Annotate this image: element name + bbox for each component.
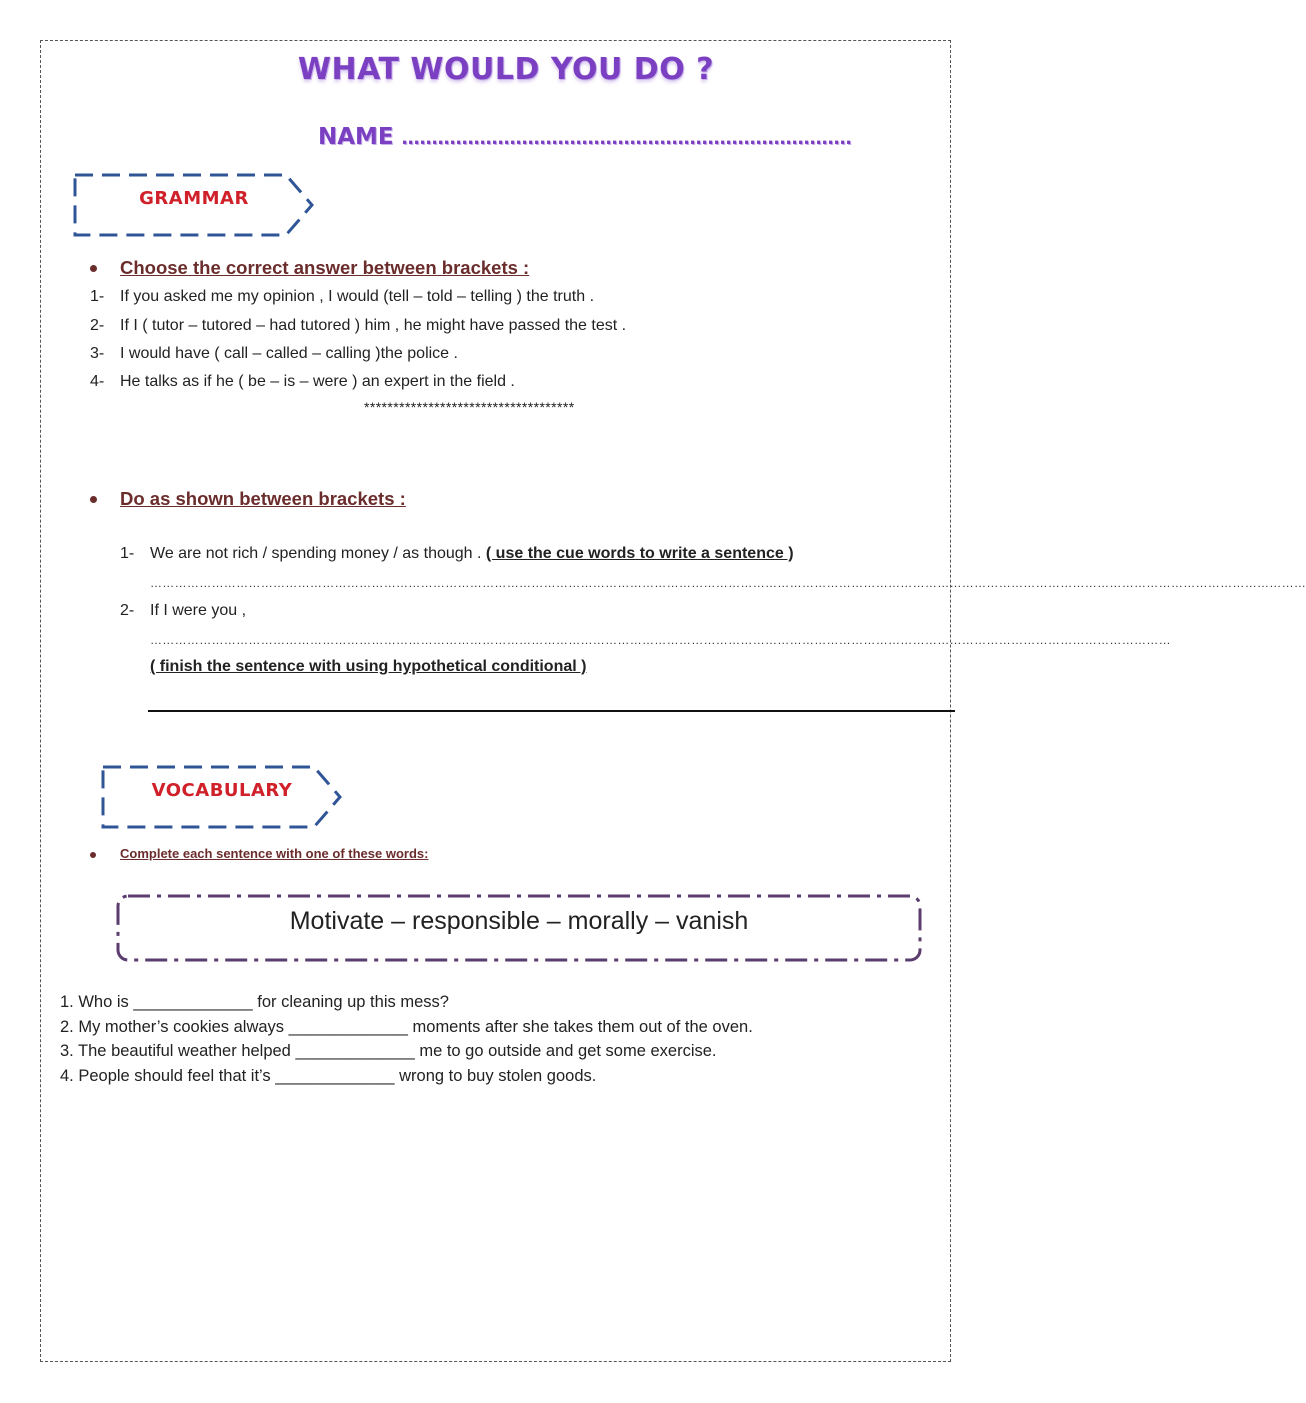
- bullet-icon: [90, 496, 97, 503]
- do-as-shown-heading: Do as shown between brackets :: [120, 488, 406, 509]
- list-item: 2- If I were you ,: [120, 602, 247, 619]
- grammar-tag: [72, 172, 316, 238]
- list-item: 3- I would have ( call – called – calling )the police .: [90, 345, 458, 362]
- vocab-question: 3. The beautiful weather helped _____________ me to go outside and get some exercise.: [60, 1042, 717, 1060]
- section-divider: [148, 710, 955, 712]
- answer-line[interactable]: ……………………………………………………………………………………………………………………………………………………………………………………………………………………………: [150, 633, 1171, 647]
- vocab-question: 4. People should feel that it’s _____________ wrong to buy stolen goods.: [60, 1067, 597, 1085]
- page-border: [40, 40, 1306, 1362]
- vocab-question: 2. My mother’s cookies always _____________ moments after she takes them out of the oven.: [60, 1018, 753, 1036]
- answer-line[interactable]: …………………………………………………………………………………………………………………………………………………………………………………………………………………………………………………………: [150, 576, 1306, 590]
- list-item: 1- We are not rich / spending money / as though . ( use the cue words to write a sentence ): [120, 545, 794, 562]
- vocabulary-tag: [100, 764, 344, 830]
- vocab-question: 1. Who is _____________ for cleaning up this mess?: [60, 993, 449, 1011]
- bullet-icon: [90, 265, 97, 272]
- name-field[interactable]: [318, 124, 852, 150]
- bullet-icon: [90, 852, 96, 858]
- choose-heading: Choose the correct answer between brackets :: [120, 257, 530, 278]
- finish-instruction: ( finish the sentence with using hypothetical conditional ): [150, 658, 587, 675]
- grammar-tag-label: GRAMMAR: [139, 188, 249, 209]
- cue-instruction: ( use the cue words to write a sentence ): [485, 545, 794, 562]
- worksheet-title: WHAT WOULD YOU DO ?: [297, 52, 715, 87]
- word-bank: Motivate – responsible – morally – vanish: [289, 907, 749, 935]
- complete-heading: Complete each sentence with one of these words:: [120, 846, 429, 861]
- name-label: NAME: [318, 124, 394, 150]
- list-item: 1- If you asked me my opinion , I would (tell – told – telling ) the truth .: [90, 288, 595, 305]
- stars-divider: ************************************: [364, 399, 575, 415]
- list-item: 4- He talks as if he ( be – is – were ) an expert in the field .: [90, 373, 515, 390]
- vocabulary-tag-label: VOCABULARY: [151, 780, 293, 801]
- list-item: 2- If I ( tutor – tutored – had tutored ) him , he might have passed the test .: [90, 317, 627, 334]
- name-dots: …………………………………………………………………: [401, 128, 852, 149]
